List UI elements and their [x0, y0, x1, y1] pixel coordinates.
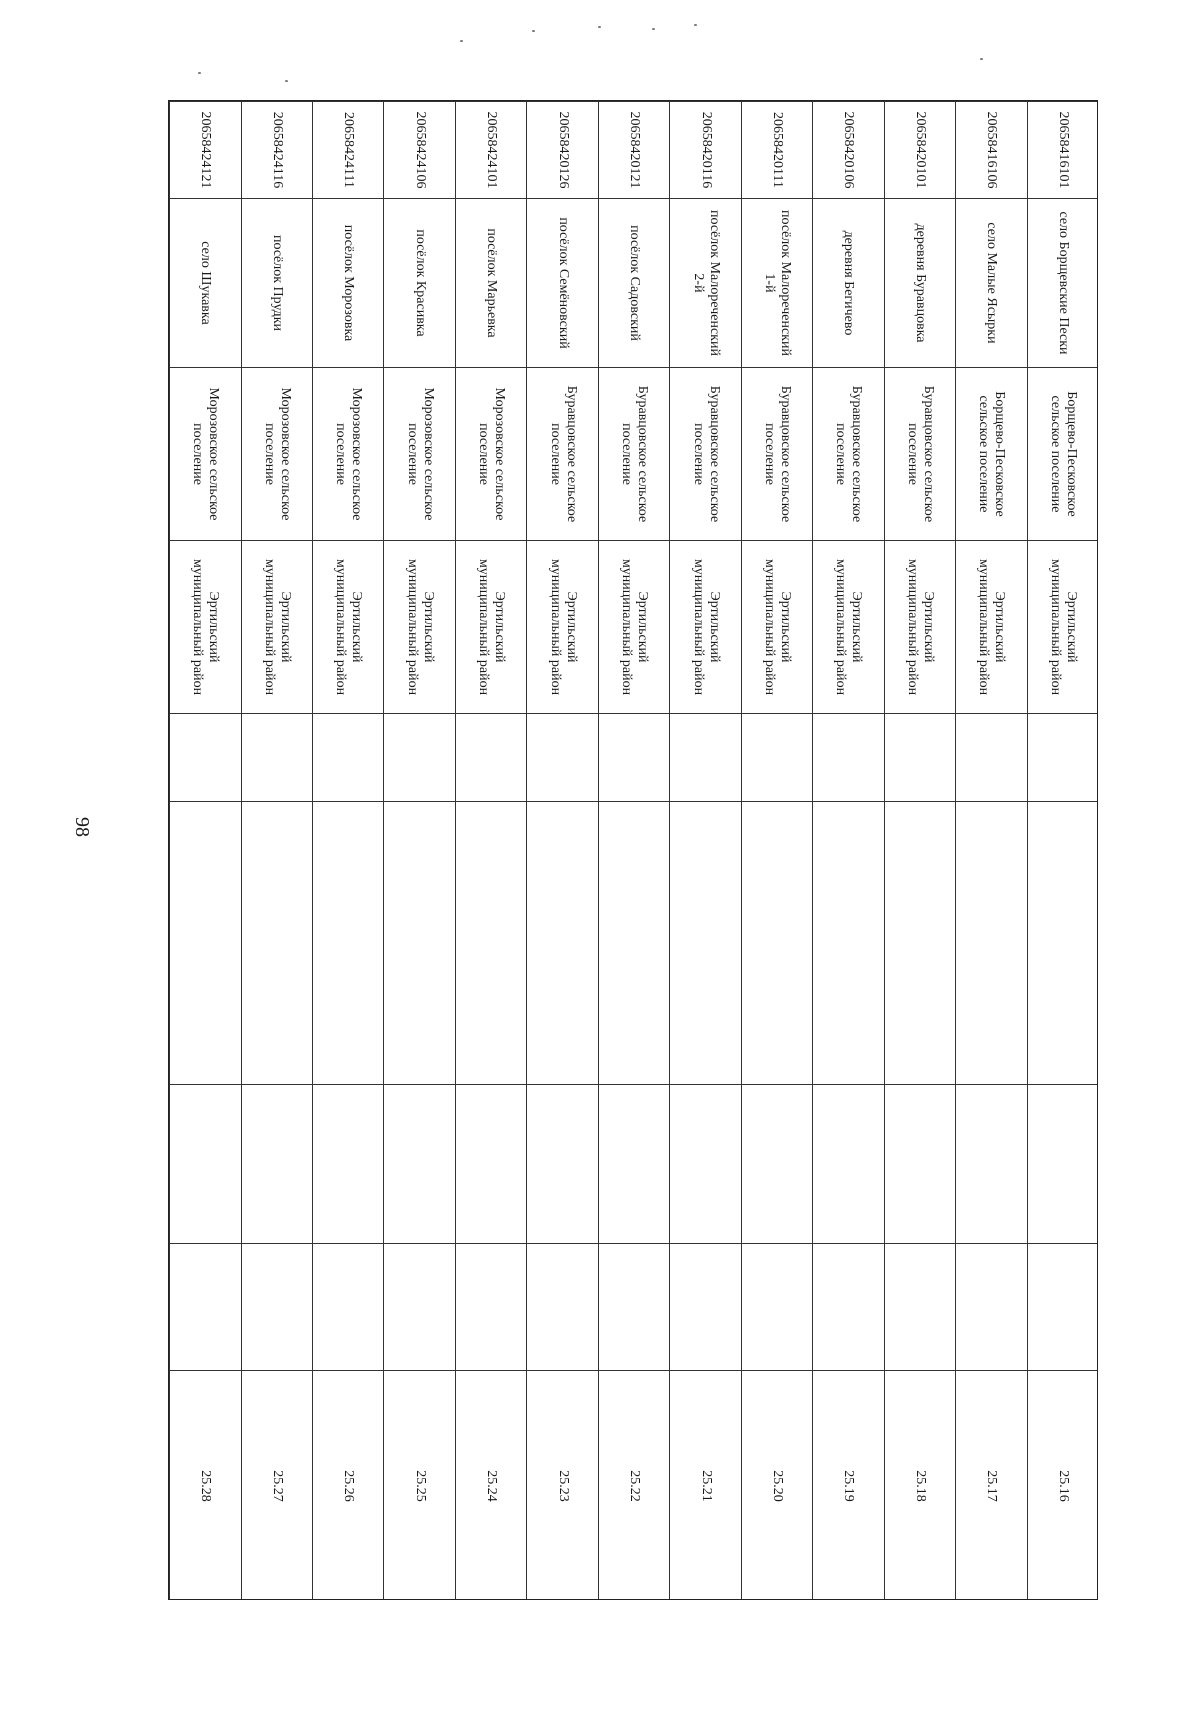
row-number: 25.23	[527, 1371, 598, 1601]
code-cell: 20658424111	[313, 102, 384, 199]
row-number: 25.25	[384, 1371, 455, 1601]
scan-speck	[980, 58, 983, 60]
row-number: 25.16	[1027, 1371, 1098, 1601]
registry-table	[168, 100, 1098, 1600]
row-number: 25.18	[884, 1371, 955, 1601]
empty-cell	[1027, 802, 1098, 1085]
row-number: 25.28	[170, 1371, 242, 1601]
code-cell: 20658424121	[170, 102, 242, 199]
table-row	[670, 102, 741, 1601]
settlement-cell: Морозовское сельское поселение	[241, 368, 312, 541]
locality-cell: посёлок Малореченский 2-й	[670, 199, 741, 368]
empty-cell	[741, 1244, 812, 1371]
district-cell: Эртильский муниципальный район	[241, 541, 312, 714]
scan-speck	[460, 40, 463, 42]
settlement-cell: Буравцовское сельское поселение	[670, 368, 741, 541]
code-cell: 20658420101	[884, 102, 955, 199]
code-cell: 20658424116	[241, 102, 312, 199]
empty-cell	[313, 1085, 384, 1244]
row-number: 25.26	[313, 1371, 384, 1601]
table-row	[956, 102, 1027, 1601]
empty-cell	[741, 714, 812, 802]
code-cell: 20658420111	[741, 102, 812, 199]
district-cell: Эртильский муниципальный район	[884, 541, 955, 714]
district-cell: Эртильский муниципальный район	[313, 541, 384, 714]
code-cell: 20658424101	[455, 102, 526, 199]
empty-cell	[813, 714, 884, 802]
district-cell: Эртильский муниципальный район	[384, 541, 455, 714]
scan-speck	[532, 30, 535, 32]
empty-cell	[170, 802, 242, 1085]
table-row	[1027, 102, 1098, 1601]
empty-cell	[670, 802, 741, 1085]
code-cell: 20658416106	[956, 102, 1027, 199]
empty-cell	[241, 714, 312, 802]
empty-cell	[813, 802, 884, 1085]
empty-cell	[884, 1244, 955, 1371]
empty-cell	[741, 1085, 812, 1244]
empty-cell	[813, 1085, 884, 1244]
table-row	[384, 102, 455, 1601]
empty-cell	[813, 1244, 884, 1371]
row-number: 25.21	[670, 1371, 741, 1601]
empty-cell	[170, 1244, 242, 1371]
empty-cell	[527, 714, 598, 802]
table-row	[527, 102, 598, 1601]
empty-cell	[670, 1085, 741, 1244]
settlement-cell: Буравцовское сельское поселение	[741, 368, 812, 541]
table-row	[455, 102, 526, 1601]
empty-cell	[384, 802, 455, 1085]
settlement-cell: Буравцовское сельское поселение	[884, 368, 955, 541]
empty-cell	[1027, 1085, 1098, 1244]
scan-speck	[285, 80, 288, 82]
locality-cell: посёлок Семёновский	[527, 199, 598, 368]
settlement-cell: Морозовское сельское поселение	[384, 368, 455, 541]
code-cell: 20658420126	[527, 102, 598, 199]
settlement-cell: Борщево-Песковское сельское поселение	[1027, 368, 1098, 541]
district-cell: Эртильский муниципальный район	[455, 541, 526, 714]
empty-cell	[670, 1244, 741, 1371]
empty-cell	[956, 1244, 1027, 1371]
row-number: 25.24	[455, 1371, 526, 1601]
empty-cell	[384, 1085, 455, 1244]
locality-cell: село Шукавка	[170, 199, 242, 368]
row-number: 25.22	[598, 1371, 669, 1601]
locality-cell: посёлок Морозовка	[313, 199, 384, 368]
scan-speck	[598, 26, 601, 28]
district-cell: Эртильский муниципальный район	[813, 541, 884, 714]
page-number: 98	[71, 817, 93, 837]
scan-speck	[652, 28, 655, 30]
empty-cell	[598, 802, 669, 1085]
empty-cell	[884, 1085, 955, 1244]
empty-cell	[598, 1085, 669, 1244]
empty-cell	[455, 1244, 526, 1371]
empty-cell	[598, 1244, 669, 1371]
empty-cell	[956, 802, 1027, 1085]
empty-cell	[313, 802, 384, 1085]
locality-cell: посёлок Прудки	[241, 199, 312, 368]
code-cell: 20658420116	[670, 102, 741, 199]
settlement-cell: Морозовское сельское поселение	[313, 368, 384, 541]
empty-cell	[313, 1244, 384, 1371]
settlement-cell: Морозовское сельское поселение	[455, 368, 526, 541]
code-cell: 20658424106	[384, 102, 455, 199]
empty-cell	[170, 1085, 242, 1244]
district-cell: Эртильский муниципальный район	[527, 541, 598, 714]
row-number: 25.17	[956, 1371, 1027, 1601]
empty-cell	[741, 802, 812, 1085]
empty-cell	[241, 1244, 312, 1371]
district-cell: Эртильский муниципальный район	[670, 541, 741, 714]
locality-cell: село Малые Ясырки	[956, 199, 1027, 368]
locality-cell: посёлок Малореченский 1-й	[741, 199, 812, 368]
registry-rows	[169, 101, 1098, 1600]
empty-cell	[1027, 714, 1098, 802]
table-row	[313, 102, 384, 1601]
district-cell: Эртильский муниципальный район	[741, 541, 812, 714]
empty-cell	[384, 1244, 455, 1371]
locality-cell: деревня Бегичево	[813, 199, 884, 368]
locality-cell: посёлок Красивка	[384, 199, 455, 368]
empty-cell	[170, 714, 242, 802]
empty-cell	[884, 802, 955, 1085]
empty-cell	[455, 714, 526, 802]
empty-cell	[956, 1085, 1027, 1244]
empty-cell	[527, 1085, 598, 1244]
code-cell: 20658420106	[813, 102, 884, 199]
empty-cell	[384, 714, 455, 802]
table-row	[741, 102, 812, 1601]
district-cell: Эртильский муниципальный район	[956, 541, 1027, 714]
empty-cell	[956, 714, 1027, 802]
empty-cell	[1027, 1244, 1098, 1371]
locality-cell: село Борщевские Пески	[1027, 199, 1098, 368]
row-number: 25.19	[813, 1371, 884, 1601]
empty-cell	[527, 1244, 598, 1371]
scan-speck	[694, 24, 697, 26]
district-cell: Эртильский муниципальный район	[598, 541, 669, 714]
empty-cell	[241, 802, 312, 1085]
row-number: 25.20	[741, 1371, 812, 1601]
district-cell: Эртильский муниципальный район	[1027, 541, 1098, 714]
row-number: 25.27	[241, 1371, 312, 1601]
locality-cell: посёлок Садовский	[598, 199, 669, 368]
empty-cell	[313, 714, 384, 802]
settlement-cell: Буравцовское сельское поселение	[813, 368, 884, 541]
settlement-cell: Морозовское сельское поселение	[170, 368, 242, 541]
empty-cell	[598, 714, 669, 802]
settlement-cell: Буравцовское сельское поселение	[598, 368, 669, 541]
empty-cell	[455, 802, 526, 1085]
scan-speck	[198, 72, 201, 74]
empty-cell	[670, 714, 741, 802]
table-row	[241, 102, 312, 1601]
empty-cell	[455, 1085, 526, 1244]
empty-cell	[884, 714, 955, 802]
district-cell: Эртильский муниципальный район	[170, 541, 242, 714]
table-row	[170, 102, 242, 1601]
table-row	[813, 102, 884, 1601]
empty-cell	[527, 802, 598, 1085]
code-cell: 20658420121	[598, 102, 669, 199]
locality-cell: деревня Буравцовка	[884, 199, 955, 368]
code-cell: 20658416101	[1027, 102, 1098, 199]
settlement-cell: Борщево-Песковское сельское поселение	[956, 368, 1027, 541]
empty-cell	[241, 1085, 312, 1244]
locality-cell: посёлок Марьевка	[455, 199, 526, 368]
table-row	[884, 102, 955, 1601]
table-row	[598, 102, 669, 1601]
settlement-cell: Буравцовское сельское поселение	[527, 368, 598, 541]
